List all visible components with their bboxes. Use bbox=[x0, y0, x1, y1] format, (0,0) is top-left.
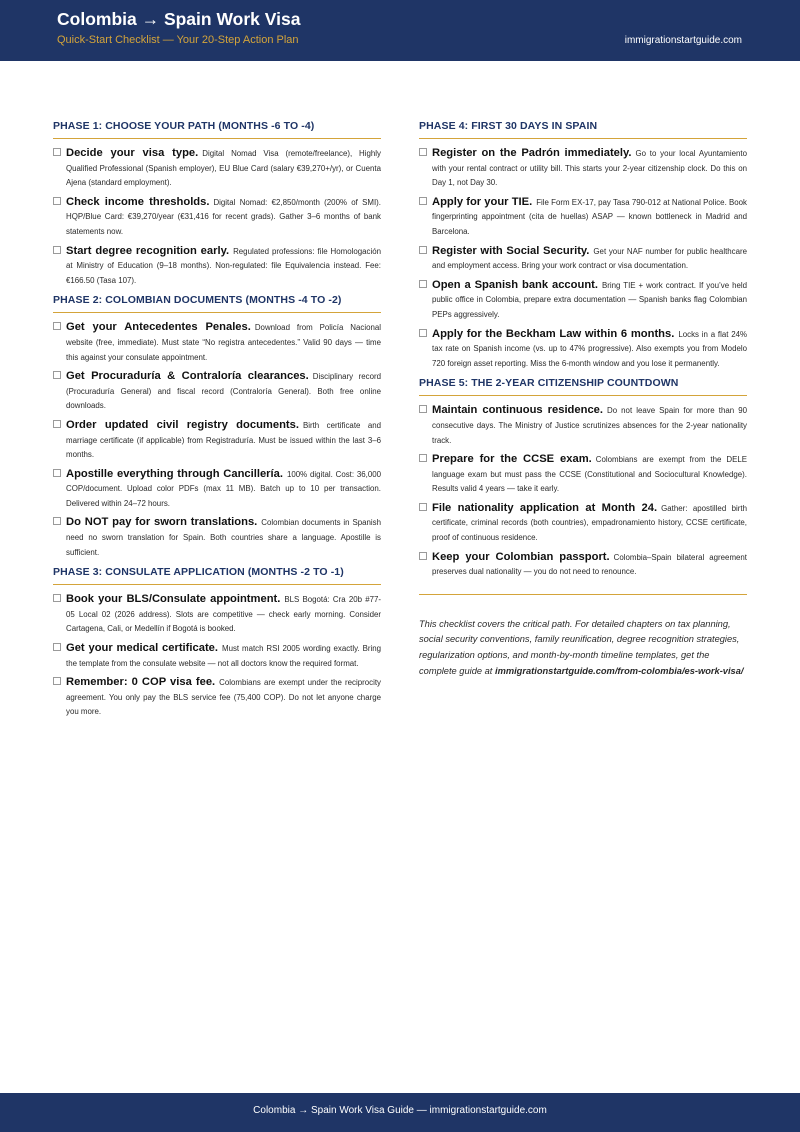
checklist-item bbox=[419, 550, 747, 580]
checklist-item-lead: Get your medical certificate. bbox=[66, 642, 219, 655]
header-site-link[interactable]: immigrationstartguide.com bbox=[624, 35, 742, 46]
checklist-item-body: 100% digital. Cost: 36,000 COP/document. Upload color PDFs (max 11 MB). Batch up to 10 per transaction. Delivered within 24–72 hours. bbox=[66, 469, 381, 508]
checkbox-icon[interactable] bbox=[53, 246, 61, 254]
checklist-item bbox=[53, 592, 381, 637]
checklist-item-body: Get your NAF number for public healthcare and employment access. Bring your work contract or visa documentation. bbox=[432, 246, 747, 271]
checklist-item-lead: Do NOT pay for sworn translations. bbox=[66, 516, 258, 529]
phase-section bbox=[53, 566, 381, 720]
checklist-item-lead: Get your Antecedentes Penales. bbox=[66, 321, 251, 334]
phase-section bbox=[419, 377, 747, 580]
checklist-item-text bbox=[432, 146, 747, 191]
checklist-item-body: BLS Bogotá: Cra 20b #77-05 Local 02 (2026 address). Slots are competitive — check early morning. Consider Cartagena, Cali, or Medellín if Bogotá is booked. bbox=[66, 595, 381, 634]
checklist-item bbox=[419, 278, 747, 323]
checklist-item bbox=[53, 418, 381, 463]
checklist-item-body: File Form EX-17, pay Tasa 790-012 at National Police. Book fingerprinting appointment (cita de huellas) ASAP — known bottleneck in Madrid and Barcelona. bbox=[432, 197, 747, 236]
checkbox-icon[interactable] bbox=[53, 643, 61, 651]
checklist-item bbox=[419, 244, 747, 274]
checklist-item-lead: Check income thresholds. bbox=[66, 195, 210, 208]
checklist-item bbox=[419, 146, 747, 191]
checkbox-icon[interactable] bbox=[419, 552, 427, 560]
page-title: Colombia → Spain Work Visa bbox=[57, 9, 301, 29]
checklist-item-lead: Apply for the Beckham Law within 6 months. bbox=[432, 327, 675, 340]
checkbox-icon[interactable] bbox=[419, 503, 427, 511]
checklist-item-lead: Remember: 0 COP visa fee. bbox=[66, 676, 216, 689]
phase-title: PHASE 1: CHOOSE YOUR PATH (MONTHS -6 TO -4) bbox=[53, 120, 381, 139]
checkbox-icon[interactable] bbox=[419, 148, 427, 156]
checklist-item-text bbox=[432, 195, 747, 240]
checklist-item-body: Birth certificate and marriage certificate (if applicable) from Registraduría. Must be issued within the last 3–6 months. bbox=[66, 420, 381, 460]
divider bbox=[419, 594, 747, 595]
checklist-item-lead: Book your BLS/Consulate appointment. bbox=[66, 593, 281, 606]
checklist-item bbox=[53, 369, 381, 414]
checklist-item-body: Do not leave Spain for more than 90 consecutive days. The Ministry of Justice scrutinizes absences for the 2-year nationality track. bbox=[432, 406, 747, 445]
checklist-item-text bbox=[432, 244, 747, 274]
checkbox-icon[interactable] bbox=[419, 246, 427, 254]
checkbox-icon[interactable] bbox=[419, 280, 427, 288]
checklist-item-body: Colombia–Spain bilateral agreement preserves dual nationality — you do not need to renounce. bbox=[432, 552, 747, 577]
phase-title: PHASE 5: THE 2-YEAR CITIZENSHIP COUNTDOWN bbox=[419, 377, 747, 396]
checklist-item-body: Must match RSI 2005 wording exactly. Bring the template from the consulate website — not all doctors know the required format. bbox=[66, 644, 381, 668]
guide-link[interactable]: immigrationstartguide.com/from-colombia/es-work-visa/ bbox=[494, 665, 744, 676]
checkbox-icon[interactable] bbox=[53, 197, 61, 205]
checklist-item-text bbox=[66, 195, 381, 240]
checklist-item-body: Colombians are exempt from the DELE language exam but must pass the CCSE (Constitutional and Sociocultural Knowledge). Results valid 4 years — take it early. bbox=[432, 455, 747, 494]
checklist-item-text bbox=[66, 515, 381, 560]
checklist-item-lead: Register on the Padrón immediately. bbox=[432, 147, 632, 159]
checklist-item-body: Colombians are exempt under the reciprocity agreement. You only pay the BLS service fee (75,400 COP). Do not let anyone charge you more. bbox=[66, 678, 381, 717]
checklist-item bbox=[419, 403, 747, 448]
checklist-item-text bbox=[432, 327, 747, 372]
checklist-item bbox=[53, 467, 381, 512]
checklist-item bbox=[53, 641, 381, 671]
checkbox-icon[interactable] bbox=[419, 405, 427, 413]
checklist-item-body: Regulated professions: file Homologación at Ministry of Education (9–18 months). Non-regulated: file Equivalencia instead. Fee: €166.50 (Tasa 107). bbox=[66, 246, 381, 285]
checklist-item-lead: Get Procuraduría & Contraloría clearances. bbox=[66, 370, 309, 383]
checklist-item-body: Download from Policía Nacional website (free, immediate). Must state “No registra antecedentes.” Valid 90 days — time this against your consulate appointment. bbox=[66, 323, 381, 362]
checkbox-icon[interactable] bbox=[53, 469, 61, 477]
phase-section bbox=[53, 120, 381, 288]
checkbox-icon[interactable] bbox=[53, 677, 61, 685]
checklist-item-lead: Keep your Colombian passport. bbox=[432, 550, 610, 563]
checklist-item-lead: Maintain continuous residence. bbox=[432, 404, 603, 417]
checklist-item-body: Locks in a flat 24% tax rate on Spanish income (vs. up to 47% progressive). Also exempts you from Modelo 720 foreign asset reporting. Miss the 6-month window and you lose it permanently. bbox=[432, 329, 748, 368]
checklist-item bbox=[53, 675, 381, 720]
checklist-item-body: Digital Nomad Visa (remote/freelance), Highly Qualified Professional (Spanish employer), EU Blue Card (salary €39,270+/yr), or Cuenta Ajena (standard employment). bbox=[66, 149, 381, 188]
checklist-item bbox=[419, 501, 747, 546]
checkbox-icon[interactable] bbox=[419, 329, 427, 337]
phase-section bbox=[419, 120, 747, 371]
checklist-item-lead: Apply for your TIE. bbox=[432, 195, 533, 208]
checklist-item bbox=[53, 146, 381, 191]
header-banner bbox=[0, 0, 800, 61]
closing-note-text: This checklist covers the critical path. For detailed chapters on tax planning, social security conventions, family reunification, degree recognition strategies, regularization options, and month-by-month timeline templates, get the complete guide at bbox=[419, 618, 740, 676]
checklist-item-body: Go to your local Ayuntamiento with your rental contract or utility bill. This starts your 2-year citizenship clock. Do this on Day 1, not Day 30. bbox=[432, 149, 747, 188]
phase-title: PHASE 4: FIRST 30 DAYS IN SPAIN bbox=[419, 120, 747, 139]
checklist-item-text bbox=[66, 146, 381, 191]
phase-title: PHASE 3: CONSULATE APPLICATION (MONTHS -2 TO -1) bbox=[53, 566, 381, 585]
checkbox-icon[interactable] bbox=[53, 420, 61, 428]
checklist-item-lead: Decide your visa type. bbox=[66, 147, 199, 159]
checklist-item-text bbox=[66, 641, 381, 671]
checklist-item-text bbox=[66, 418, 381, 463]
checklist-item-body: Disciplinary record (Procuraduría General) and fiscal record (Contraloría General). Both free online downloads. bbox=[66, 372, 381, 411]
checklist-item-lead: Start degree recognition early. bbox=[66, 244, 230, 257]
checkbox-icon[interactable] bbox=[53, 594, 61, 602]
checklist-item-text bbox=[432, 501, 747, 546]
checklist-item-text bbox=[66, 244, 381, 289]
checklist-item-lead: Open a Spanish bank account. bbox=[432, 278, 598, 291]
footer-text: Colombia → Spain Work Visa Guide — immigrationstartguide.com bbox=[253, 1105, 547, 1116]
checklist-item bbox=[419, 195, 747, 240]
checklist-item bbox=[53, 244, 381, 289]
checklist-item bbox=[419, 327, 747, 372]
checklist-item-lead: Apostille everything through Cancillería. bbox=[66, 467, 283, 480]
checkbox-icon[interactable] bbox=[53, 517, 61, 525]
checkbox-icon[interactable] bbox=[53, 148, 61, 156]
checklist-item-text bbox=[432, 452, 747, 497]
checklist-item-lead: Prepare for the CCSE exam. bbox=[432, 453, 592, 466]
checklist-item bbox=[419, 452, 747, 497]
checklist-item-lead: Order updated civil registry documents. bbox=[66, 418, 299, 431]
checklist-item-body: Digital Nomad: €2,850/month (200% of SMI). HQP/Blue Card: €39,270/year (€31,416 for recent grads). Gather 3–6 months of bank statements now. bbox=[66, 197, 381, 236]
checklist-item-text bbox=[66, 592, 381, 637]
checkbox-icon[interactable] bbox=[53, 322, 61, 330]
checklist-item-text bbox=[66, 675, 381, 720]
left-column bbox=[53, 120, 381, 726]
checklist-item-text bbox=[66, 320, 381, 365]
closing-note bbox=[419, 617, 747, 679]
checklist-item-text bbox=[66, 467, 381, 512]
checklist-item bbox=[53, 320, 381, 365]
phase-title: PHASE 2: COLOMBIAN DOCUMENTS (MONTHS -4 TO -2) bbox=[53, 294, 381, 313]
checklist-item bbox=[53, 515, 381, 560]
right-column bbox=[419, 120, 747, 679]
checklist-item bbox=[53, 195, 381, 240]
checklist-item-body: Bring TIE + work contract. If you’ve held public office in Colombia, prepare extra documentation — Spanish banks flag Colombian PEPs aggressively. bbox=[432, 280, 747, 319]
checklist-item-text bbox=[432, 278, 747, 323]
checklist-item-lead: File nationality application at Month 24. bbox=[432, 501, 658, 514]
checklist-item-lead: Register with Social Security. bbox=[432, 244, 590, 257]
checklist-item-body: Colombian documents in Spanish need no sworn translation for Spain. Both countries share a language. Apostille is sufficient. bbox=[66, 518, 381, 557]
right-phases bbox=[419, 120, 747, 580]
checklist-item-text bbox=[66, 369, 381, 414]
footer-banner bbox=[0, 1093, 800, 1132]
checkbox-icon[interactable] bbox=[53, 371, 61, 379]
checklist-item-text bbox=[432, 550, 747, 580]
page-subtitle: Quick-Start Checklist — Your 20-Step Action Plan bbox=[57, 34, 299, 46]
checklist-item-text bbox=[432, 403, 747, 448]
checkbox-icon[interactable] bbox=[419, 197, 427, 205]
checklist-item-body: Gather: apostilled birth certificate, criminal records (both countries), empadronamiento history, CCSE certificate, proof of continuous residence. bbox=[432, 503, 747, 543]
checkbox-icon[interactable] bbox=[419, 454, 427, 462]
phase-section bbox=[53, 294, 381, 560]
